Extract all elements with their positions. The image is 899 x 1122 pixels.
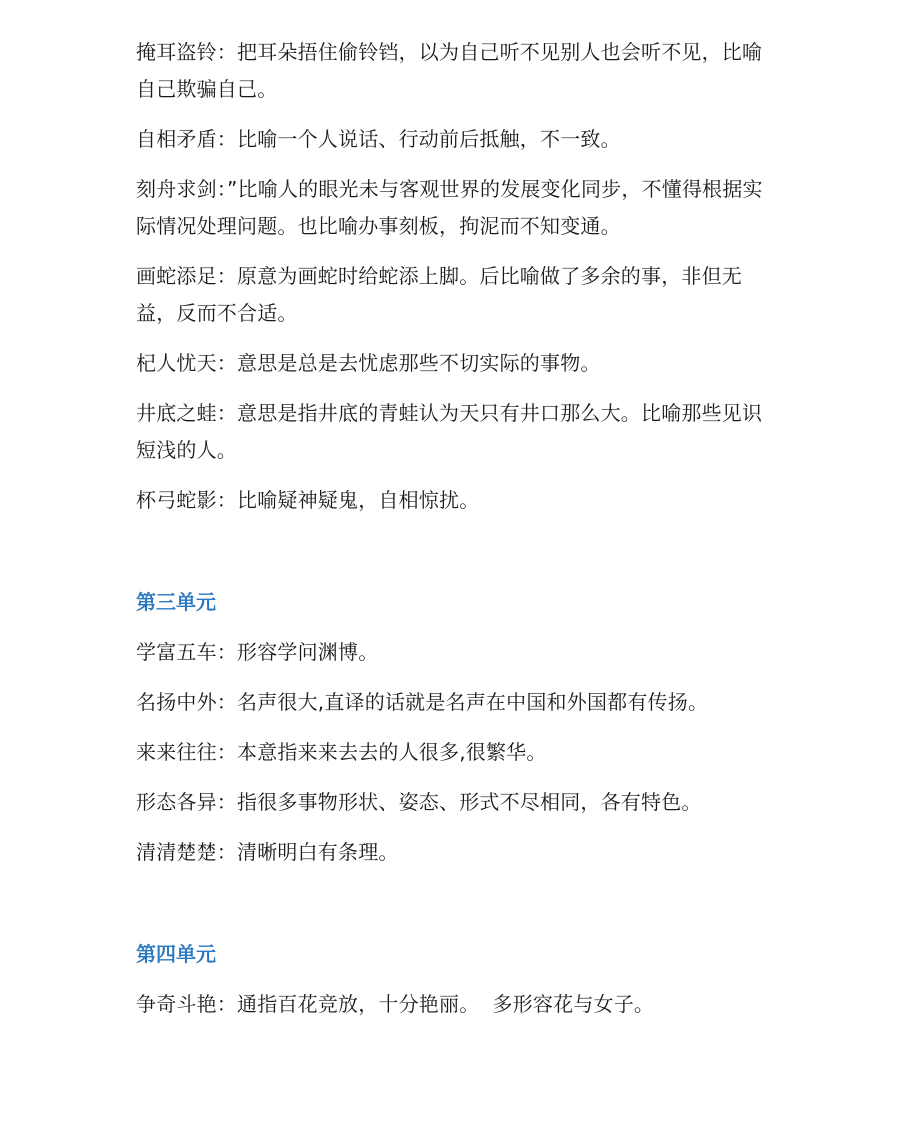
idiom-entry: 掩耳盗铃：把耳朵捂住偷铃铛，以为自己听不见别人也会听不见，比喻自己欺骗自己。 — [136, 40, 763, 101]
section-heading: 第四单元 — [136, 942, 216, 966]
idiom-entry: 刻舟求剑：”比喻人的眼光未与客观世界的发展变化同步，不懂得根据实际情况处理问题。也比喻办事刻板，拘泥而不知变通。 — [136, 177, 763, 238]
idiom-entry: 自相矛盾：比喻一个人说话、行动前后抵触，不一致。 — [136, 127, 621, 151]
document-content — [136, 34, 776, 1036]
idiom-entry: 争奇斗艳：通指百花竞放，十分艳丽。 多形容花与女子。 — [136, 992, 655, 1016]
section-spacer — [136, 884, 776, 936]
idiom-entry: 画蛇添足：原意为画蛇时给蛇添上脚。后比喻做了多余的事，非但无益，反而不合适。 — [136, 264, 742, 325]
idiom-entry: 杯弓蛇影：比喻疑神疑鬼，自相惊扰。 — [136, 488, 480, 512]
idiom-entry: 清清楚楚：清晰明白有条理。 — [136, 840, 399, 864]
section-heading: 第三单元 — [136, 590, 216, 614]
idiom-section-unit-3 — [136, 584, 776, 871]
idiom-section — [136, 34, 776, 519]
idiom-entry: 杞人忧天：意思是总是去忧虑那些不切实际的事物。 — [136, 351, 601, 375]
idiom-entry: 形态各异：指很多事物形状、姿态、形式不尽相同，各有特色。 — [136, 790, 702, 814]
idiom-entry: 名扬中外：名声很大,直译的话就是名声在中国和外国都有传扬。 — [136, 690, 709, 714]
section-spacer — [136, 532, 776, 584]
idiom-section-unit-4 — [136, 936, 776, 1023]
idiom-entry: 来来往往：本意指来来去去的人很多,很繁华。 — [136, 740, 547, 764]
idiom-entry: 学富五车：形容学问渊博。 — [136, 640, 379, 664]
idiom-entry: 井底之蛙：意思是指井底的青蛙认为天只有井口那么大。比喻那些见识短浅的人。 — [136, 401, 763, 462]
